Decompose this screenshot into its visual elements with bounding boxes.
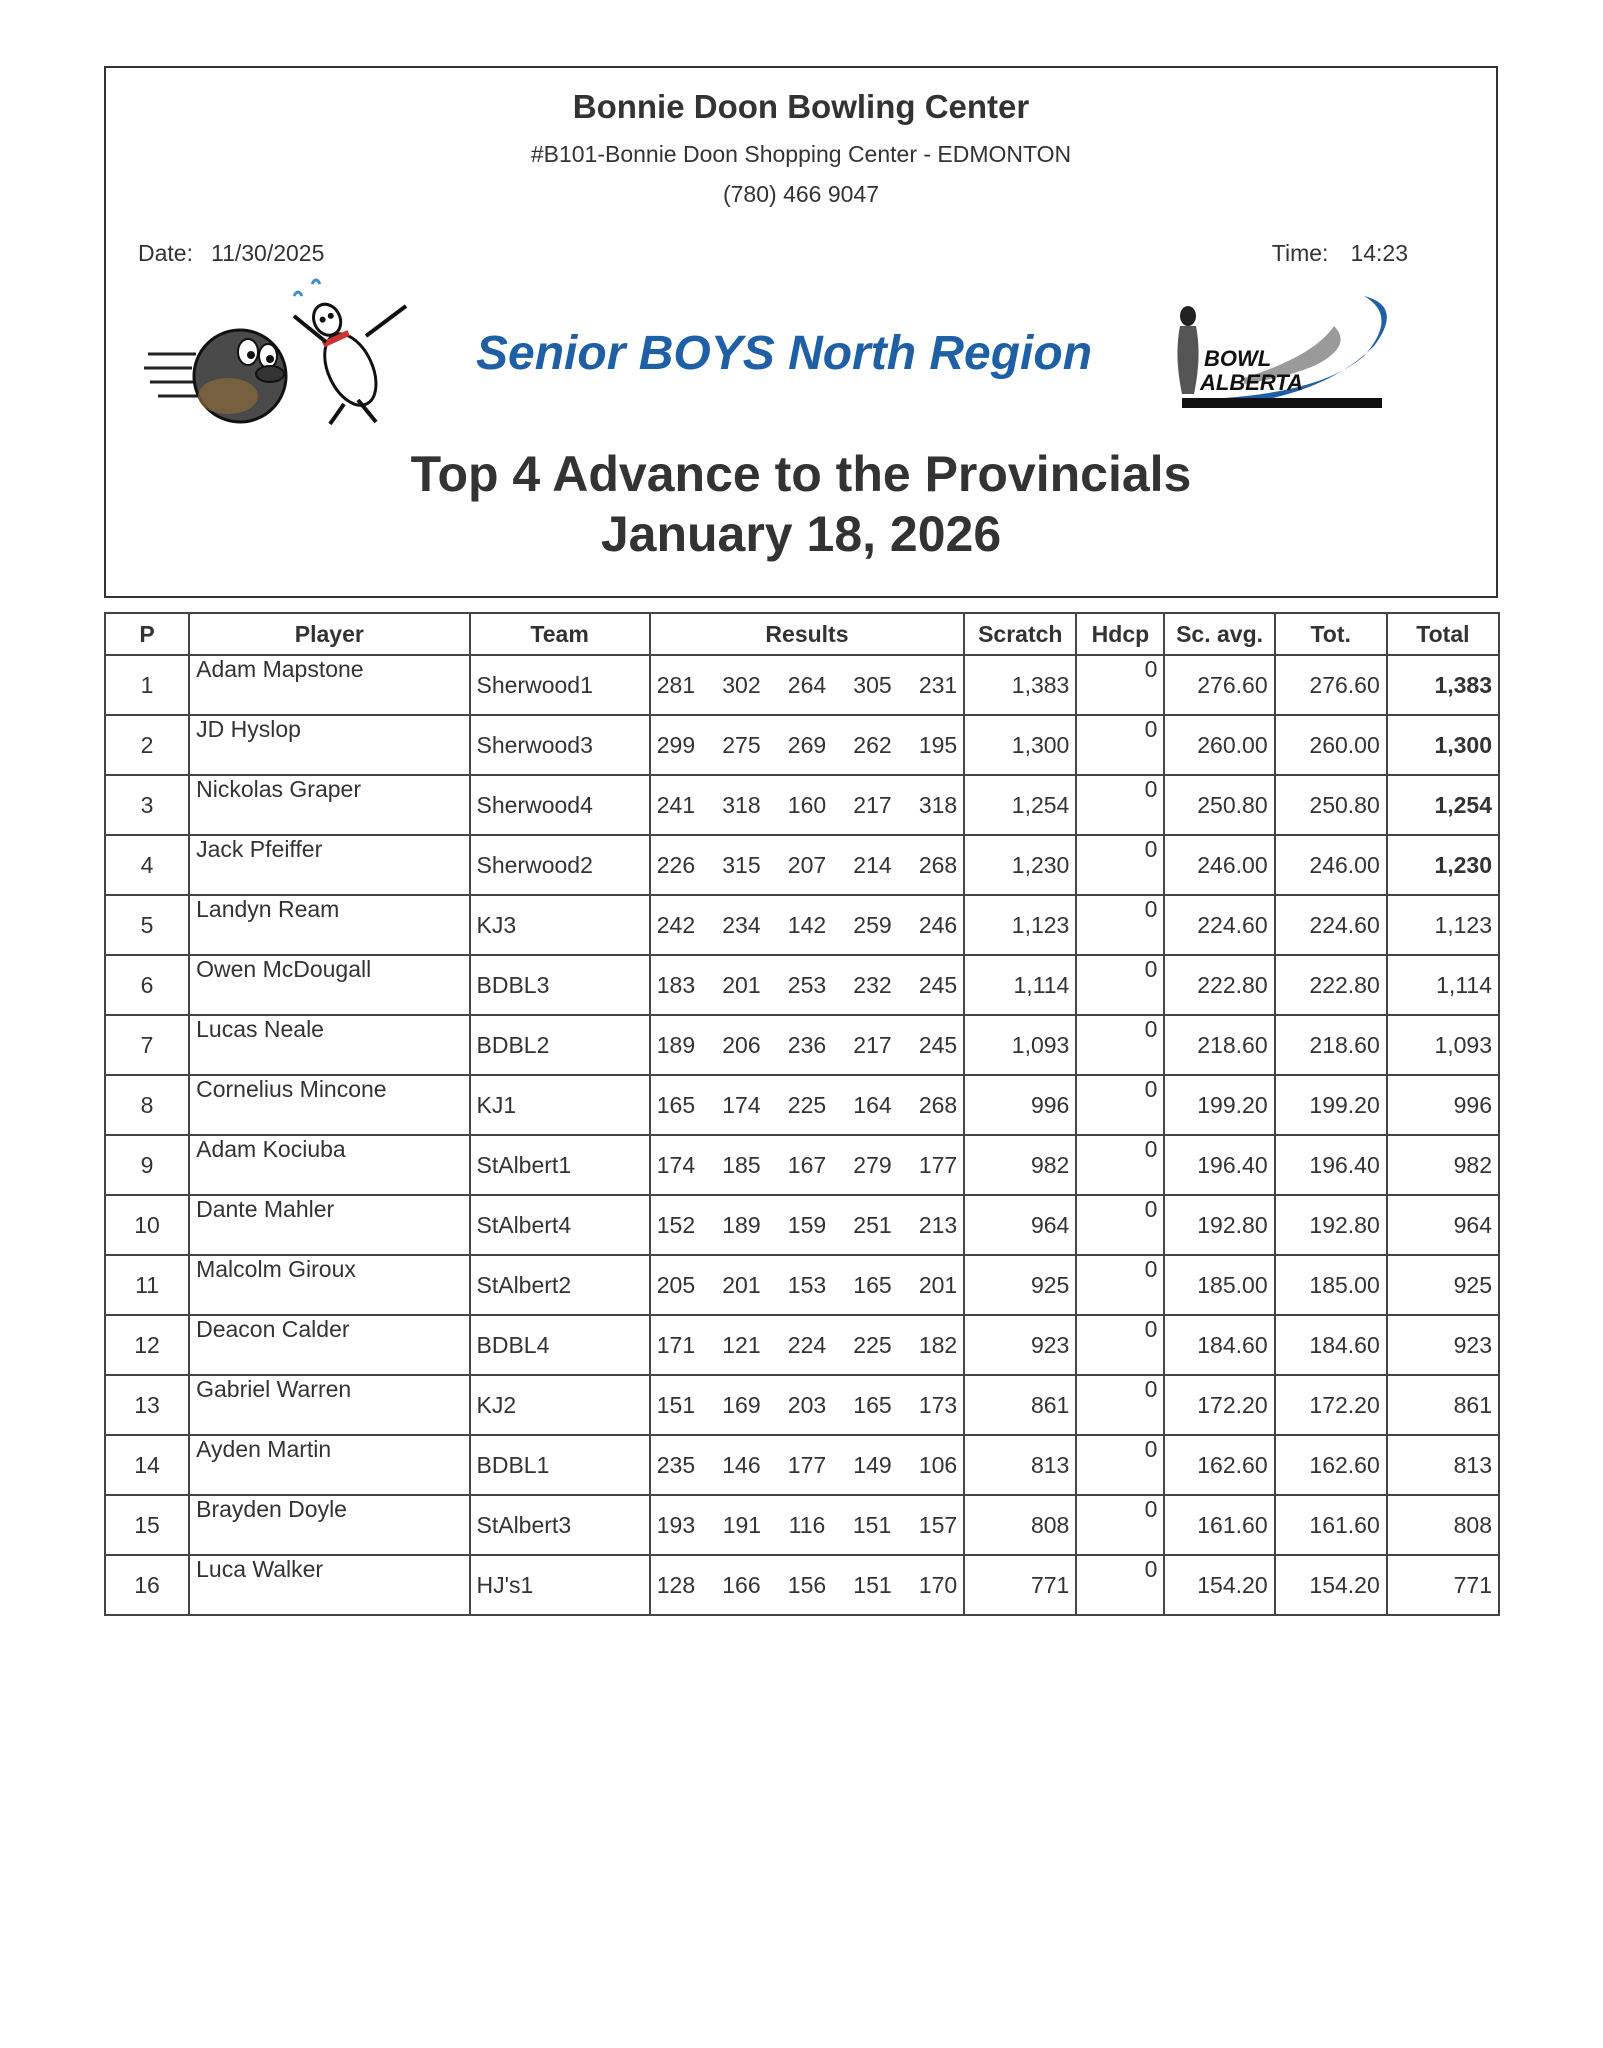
game-score: 241 <box>656 791 696 818</box>
game-score: 235 <box>656 1451 696 1478</box>
game-score: 207 <box>787 851 827 878</box>
date-label: Date: <box>138 240 193 266</box>
hdcp-cell: 0 <box>1076 1555 1164 1615</box>
game-score: 173 <box>918 1391 958 1418</box>
team-cell: StAlbert2 <box>470 1255 650 1315</box>
position-cell: 4 <box>105 835 189 895</box>
hdcp-cell: 0 <box>1076 775 1164 835</box>
position-cell: 5 <box>105 895 189 955</box>
game-score: 142 <box>787 911 827 938</box>
game-score: 121 <box>722 1331 761 1358</box>
date-row <box>138 240 324 267</box>
table-row <box>105 1015 1499 1075</box>
column-header-scratch: Scratch <box>964 613 1076 655</box>
hdcp-cell: 0 <box>1076 1075 1164 1135</box>
results-cell <box>650 1075 964 1135</box>
total-cell: 1,123 <box>1387 895 1499 955</box>
game-score: 268 <box>918 851 958 878</box>
tot-cell: 224.60 <box>1275 895 1387 955</box>
game-score: 224 <box>787 1331 827 1358</box>
table-row <box>105 1135 1499 1195</box>
game-score: 151 <box>853 1571 892 1598</box>
tot-cell: 184.60 <box>1275 1315 1387 1375</box>
game-score: 234 <box>722 911 761 938</box>
game-score: 201 <box>722 1271 761 1298</box>
scratch-cell: 1,114 <box>964 955 1076 1015</box>
game-score: 201 <box>722 971 761 998</box>
bowl-alberta-logo-icon <box>1164 286 1414 416</box>
sc-avg-cell: 276.60 <box>1164 655 1274 715</box>
game-score: 183 <box>656 971 696 998</box>
scratch-cell: 1,300 <box>964 715 1076 775</box>
hdcp-cell: 0 <box>1076 895 1164 955</box>
team-cell: Sherwood4 <box>470 775 650 835</box>
team-cell: BDBL1 <box>470 1435 650 1495</box>
game-score: 195 <box>918 731 958 758</box>
sc-avg-cell: 172.20 <box>1164 1375 1274 1435</box>
scratch-cell: 813 <box>964 1435 1076 1495</box>
game-score: 165 <box>853 1391 892 1418</box>
hdcp-cell: 0 <box>1076 1015 1164 1075</box>
game-score: 174 <box>722 1091 761 1118</box>
game-score: 245 <box>918 1031 958 1058</box>
position-cell: 15 <box>105 1495 189 1555</box>
sc-avg-cell: 246.00 <box>1164 835 1274 895</box>
game-score: 156 <box>787 1571 827 1598</box>
player-cell: Jack Pfeiffer <box>189 835 469 895</box>
column-header-total: Total <box>1387 613 1499 655</box>
game-score: 232 <box>853 971 892 998</box>
game-score: 116 <box>788 1511 826 1538</box>
total-cell: 964 <box>1387 1195 1499 1255</box>
sc-avg-cell: 196.40 <box>1164 1135 1274 1195</box>
sc-avg-cell: 192.80 <box>1164 1195 1274 1255</box>
scratch-cell: 861 <box>964 1375 1076 1435</box>
time-row <box>1272 240 1408 267</box>
table-row <box>105 1195 1499 1255</box>
game-score: 189 <box>656 1031 696 1058</box>
sc-avg-cell: 185.00 <box>1164 1255 1274 1315</box>
scratch-cell: 771 <box>964 1555 1076 1615</box>
player-cell: Deacon Calder <box>189 1315 469 1375</box>
tot-cell: 250.80 <box>1275 775 1387 835</box>
sc-avg-cell: 250.80 <box>1164 775 1274 835</box>
results-cell <box>650 1495 964 1555</box>
bowling-mascot-icon <box>144 276 414 426</box>
game-score: 217 <box>853 791 892 818</box>
tot-cell: 162.60 <box>1275 1435 1387 1495</box>
position-cell: 7 <box>105 1015 189 1075</box>
game-score: 305 <box>853 671 892 698</box>
game-score: 217 <box>853 1031 892 1058</box>
game-score: 279 <box>853 1151 892 1178</box>
team-cell: BDBL2 <box>470 1015 650 1075</box>
hdcp-cell: 0 <box>1076 955 1164 1015</box>
logo-text-bowl: BOWL <box>1204 346 1272 371</box>
sc-avg-cell: 224.60 <box>1164 895 1274 955</box>
position-cell: 14 <box>105 1435 189 1495</box>
team-cell: StAlbert4 <box>470 1195 650 1255</box>
game-score: 164 <box>853 1091 892 1118</box>
game-score: 206 <box>722 1031 761 1058</box>
results-cell <box>650 1015 964 1075</box>
column-header-team: Team <box>470 613 650 655</box>
results-cell <box>650 715 964 775</box>
tot-cell: 154.20 <box>1275 1555 1387 1615</box>
advance-title: Top 4 Advance to the Provincials <box>410 446 1192 502</box>
position-cell: 10 <box>105 1195 189 1255</box>
game-score: 201 <box>918 1271 958 1298</box>
game-score: 318 <box>918 791 958 818</box>
game-score: 315 <box>722 851 761 878</box>
time-label: Time: <box>1271 240 1329 266</box>
table-row <box>105 1315 1499 1375</box>
sc-avg-cell: 218.60 <box>1164 1015 1274 1075</box>
game-score: 159 <box>787 1211 827 1238</box>
tot-cell: 196.40 <box>1275 1135 1387 1195</box>
game-score: 182 <box>918 1331 958 1358</box>
game-score: 167 <box>787 1151 827 1178</box>
game-score: 169 <box>722 1391 761 1418</box>
logo-text-alberta: ALBERTA <box>1200 370 1304 395</box>
team-cell: Sherwood3 <box>470 715 650 775</box>
bowling-center-name: Bonnie Doon Bowling Center <box>572 88 1030 125</box>
team-cell: StAlbert1 <box>470 1135 650 1195</box>
game-score: 302 <box>722 671 761 698</box>
hdcp-cell: 0 <box>1076 715 1164 775</box>
game-score: 166 <box>722 1571 761 1598</box>
tot-cell: 260.00 <box>1275 715 1387 775</box>
hdcp-cell: 0 <box>1076 1435 1164 1495</box>
results-cell <box>650 1435 964 1495</box>
table-row <box>105 655 1499 715</box>
player-cell: Ayden Martin <box>189 1435 469 1495</box>
scratch-cell: 964 <box>964 1195 1076 1255</box>
results-cell <box>650 1375 964 1435</box>
total-cell: 1,254 <box>1387 775 1499 835</box>
hdcp-cell: 0 <box>1076 1195 1164 1255</box>
column-header-player: Player <box>189 613 469 655</box>
header-box <box>104 66 1498 598</box>
team-cell: KJ3 <box>470 895 650 955</box>
scratch-cell: 1,093 <box>964 1015 1076 1075</box>
position-cell: 6 <box>105 955 189 1015</box>
total-cell: 1,300 <box>1387 715 1499 775</box>
sc-avg-cell: 154.20 <box>1164 1555 1274 1615</box>
game-score: 259 <box>853 911 892 938</box>
game-score: 152 <box>656 1211 696 1238</box>
game-score: 268 <box>918 1091 958 1118</box>
table-row <box>105 1555 1499 1615</box>
position-cell: 11 <box>105 1255 189 1315</box>
game-score: 281 <box>656 671 696 698</box>
hdcp-cell: 0 <box>1076 1135 1164 1195</box>
tot-cell: 246.00 <box>1275 835 1387 895</box>
game-score: 146 <box>722 1451 761 1478</box>
results-cell <box>650 1195 964 1255</box>
advance-date: January 18, 2026 <box>600 506 1002 562</box>
results-cell <box>650 835 964 895</box>
player-cell: Malcolm Giroux <box>189 1255 469 1315</box>
hdcp-cell: 0 <box>1076 655 1164 715</box>
position-cell: 9 <box>105 1135 189 1195</box>
total-cell: 813 <box>1387 1435 1499 1495</box>
game-score: 242 <box>656 911 696 938</box>
team-cell: Sherwood1 <box>470 655 650 715</box>
team-cell: HJ's1 <box>470 1555 650 1615</box>
tot-cell: 218.60 <box>1275 1015 1387 1075</box>
game-score: 151 <box>852 1511 892 1538</box>
player-cell: Adam Mapstone <box>189 655 469 715</box>
hdcp-cell: 0 <box>1076 1255 1164 1315</box>
bowling-center-phone: (780) 466 9047 <box>722 181 879 207</box>
game-score: 225 <box>787 1091 827 1118</box>
total-cell: 1,093 <box>1387 1015 1499 1075</box>
total-cell: 861 <box>1387 1375 1499 1435</box>
team-cell: KJ1 <box>470 1075 650 1135</box>
game-score: 157 <box>918 1511 958 1538</box>
game-score: 264 <box>787 671 827 698</box>
results-cell <box>650 655 964 715</box>
team-cell: StAlbert3 <box>470 1495 650 1555</box>
results-cell <box>650 1315 964 1375</box>
scratch-cell: 1,230 <box>964 835 1076 895</box>
tot-cell: 222.80 <box>1275 955 1387 1015</box>
game-score: 213 <box>918 1211 958 1238</box>
sc-avg-cell: 199.20 <box>1164 1075 1274 1135</box>
game-score: 153 <box>787 1271 827 1298</box>
tot-cell: 172.20 <box>1275 1375 1387 1435</box>
game-score: 191 <box>722 1511 762 1538</box>
table-row <box>105 835 1499 895</box>
position-cell: 12 <box>105 1315 189 1375</box>
game-score: 128 <box>656 1571 696 1598</box>
player-cell: Adam Kociuba <box>189 1135 469 1195</box>
game-score: 106 <box>918 1451 958 1478</box>
sc-avg-cell: 184.60 <box>1164 1315 1274 1375</box>
game-score: 225 <box>853 1331 892 1358</box>
game-score: 269 <box>787 731 827 758</box>
scratch-cell: 982 <box>964 1135 1076 1195</box>
results-cell <box>650 895 964 955</box>
player-cell: Owen McDougall <box>189 955 469 1015</box>
total-cell: 1,230 <box>1387 835 1499 895</box>
total-cell: 923 <box>1387 1315 1499 1375</box>
table-row <box>105 715 1499 775</box>
results-cell <box>650 1555 964 1615</box>
hdcp-cell: 0 <box>1076 835 1164 895</box>
total-cell: 1,114 <box>1387 955 1499 1015</box>
player-cell: Lucas Neale <box>189 1015 469 1075</box>
scratch-cell: 1,123 <box>964 895 1076 955</box>
position-cell: 16 <box>105 1555 189 1615</box>
results-cell <box>650 1135 964 1195</box>
column-header-tot: Tot. <box>1275 613 1387 655</box>
game-score: 262 <box>853 731 892 758</box>
hdcp-cell: 0 <box>1076 1495 1164 1555</box>
game-score: 299 <box>656 731 696 758</box>
game-score: 214 <box>853 851 892 878</box>
player-cell: Gabriel Warren <box>189 1375 469 1435</box>
game-score: 231 <box>918 671 958 698</box>
tot-cell: 192.80 <box>1275 1195 1387 1255</box>
player-cell: Nickolas Graper <box>189 775 469 835</box>
team-cell: BDBL3 <box>470 955 650 1015</box>
results-table <box>104 612 1500 1616</box>
scratch-cell: 1,383 <box>964 655 1076 715</box>
column-header-results: Results <box>650 613 964 655</box>
hdcp-cell: 0 <box>1076 1315 1164 1375</box>
sc-avg-cell: 161.60 <box>1164 1495 1274 1555</box>
game-score: 203 <box>787 1391 827 1418</box>
scratch-cell: 1,254 <box>964 775 1076 835</box>
results-cell <box>650 955 964 1015</box>
table-row <box>105 955 1499 1015</box>
sc-avg-cell: 260.00 <box>1164 715 1274 775</box>
scratch-cell: 923 <box>964 1315 1076 1375</box>
date-value: 11/30/2025 <box>210 240 325 266</box>
position-cell: 13 <box>105 1375 189 1435</box>
game-score: 185 <box>722 1151 761 1178</box>
table-row <box>105 1435 1499 1495</box>
game-score: 170 <box>918 1571 958 1598</box>
game-score: 236 <box>787 1031 827 1058</box>
column-header-position: P <box>105 613 189 655</box>
results-cell <box>650 775 964 835</box>
game-score: 275 <box>722 731 761 758</box>
scratch-cell: 996 <box>964 1075 1076 1135</box>
player-cell: Brayden Doyle <box>189 1495 469 1555</box>
game-score: 151 <box>656 1391 696 1418</box>
game-score: 177 <box>787 1451 827 1478</box>
column-header-sc-avg: Sc. avg. <box>1164 613 1274 655</box>
total-cell: 771 <box>1387 1555 1499 1615</box>
game-score: 251 <box>853 1211 892 1238</box>
scratch-cell: 808 <box>964 1495 1076 1555</box>
region-title: Senior BOYS North Region <box>476 327 1093 380</box>
game-score: 226 <box>656 851 696 878</box>
player-cell: Cornelius Mincone <box>189 1075 469 1135</box>
game-score: 318 <box>722 791 761 818</box>
scratch-cell: 925 <box>964 1255 1076 1315</box>
position-cell: 3 <box>105 775 189 835</box>
table-row <box>105 1255 1499 1315</box>
tot-cell: 161.60 <box>1275 1495 1387 1555</box>
tot-cell: 199.20 <box>1275 1075 1387 1135</box>
game-score: 246 <box>918 911 958 938</box>
sc-avg-cell: 222.80 <box>1164 955 1274 1015</box>
position-cell: 2 <box>105 715 189 775</box>
game-score: 149 <box>853 1451 892 1478</box>
total-cell: 925 <box>1387 1255 1499 1315</box>
game-score: 205 <box>656 1271 696 1298</box>
game-score: 171 <box>656 1331 696 1358</box>
table-row <box>105 1075 1499 1135</box>
total-cell: 982 <box>1387 1135 1499 1195</box>
team-cell: Sherwood2 <box>470 835 650 895</box>
time-value: 14:23 <box>1350 240 1408 266</box>
total-cell: 996 <box>1387 1075 1499 1135</box>
table-row <box>105 1375 1499 1435</box>
bowling-center-address: #B101-Bonnie Doon Shopping Center - EDMONTON <box>530 141 1072 167</box>
results-cell <box>650 1255 964 1315</box>
game-score: 160 <box>787 791 827 818</box>
game-score: 165 <box>656 1091 696 1118</box>
tot-cell: 185.00 <box>1275 1255 1387 1315</box>
game-score: 253 <box>787 971 827 998</box>
table-row <box>105 895 1499 955</box>
sc-avg-cell: 162.60 <box>1164 1435 1274 1495</box>
game-score: 177 <box>918 1151 958 1178</box>
team-cell: BDBL4 <box>470 1315 650 1375</box>
total-cell: 808 <box>1387 1495 1499 1555</box>
game-score: 189 <box>722 1211 761 1238</box>
player-cell: Luca Walker <box>189 1555 469 1615</box>
player-cell: Dante Mahler <box>189 1195 469 1255</box>
game-score: 165 <box>853 1271 892 1298</box>
team-cell: KJ2 <box>470 1375 650 1435</box>
total-cell: 1,383 <box>1387 655 1499 715</box>
table-row <box>105 775 1499 835</box>
tot-cell: 276.60 <box>1275 655 1387 715</box>
hdcp-cell: 0 <box>1076 1375 1164 1435</box>
column-header-hdcp: Hdcp <box>1076 613 1164 655</box>
table-header-row <box>105 613 1499 655</box>
player-cell: Landyn Ream <box>189 895 469 955</box>
position-cell: 1 <box>105 655 189 715</box>
position-cell: 8 <box>105 1075 189 1135</box>
player-cell: JD Hyslop <box>189 715 469 775</box>
game-score: 193 <box>656 1511 696 1538</box>
table-row <box>105 1495 1499 1555</box>
game-score: 245 <box>918 971 958 998</box>
game-score: 174 <box>656 1151 696 1178</box>
